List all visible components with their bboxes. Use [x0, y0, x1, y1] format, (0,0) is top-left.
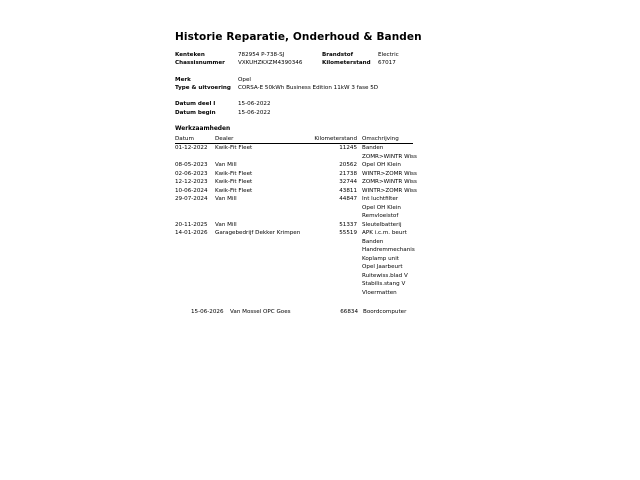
werkzaamheden-title: Werkzaamheden	[175, 126, 231, 132]
extra-datum: 15-06-2026	[191, 309, 224, 315]
merk-label: Merk	[175, 77, 191, 83]
row-omschrijving: ZOMR>WINTR Wiss	[362, 179, 417, 185]
row-kilometerstand: 20562	[339, 162, 357, 168]
row-dealer: Van Mill	[215, 221, 237, 228]
row-omschrijving: Opel OH Klein	[362, 162, 401, 168]
row-omschrijving: Ruitewiss.blad V	[362, 272, 408, 279]
datum-begin-label: Datum begin	[175, 110, 216, 116]
row-datum: 29-07-2024	[175, 196, 208, 202]
row-datum: 10-06-2024	[175, 187, 208, 194]
row-datum: 20-11-2025	[175, 221, 208, 228]
row-omschrijving: Int luchtfilter	[362, 196, 399, 202]
extra-omschrijving: Boordcomputer	[363, 309, 407, 315]
row-dealer: Kwik-Fit Fleet	[215, 170, 253, 177]
row-dealer: Van Mill	[215, 162, 237, 168]
row-kilometerstand: 51337	[339, 221, 357, 228]
row-kilometerstand: 55519	[339, 230, 357, 236]
row-omschrijving: APK i.c.m. beurt	[362, 230, 407, 236]
row-omschrijving: Vloermatten	[362, 289, 397, 296]
row-omschrijving: ZOMR>WINTR Wiss	[362, 153, 417, 160]
row-dealer: Kwik-Fit Fleet	[215, 187, 253, 194]
row-datum: 02-06-2023	[175, 170, 208, 177]
type-value: CORSA-E 50kWh Business Edition 11kW 3 fase 5D	[238, 85, 379, 91]
kenteken-value: 782954 P-738-SJ	[238, 52, 285, 58]
datum-deel-value: 15-06-2022	[238, 101, 271, 107]
row-omschrijving: WINTR>ZOMR Wiss	[362, 187, 417, 194]
row-datum: 01-12-2022	[175, 145, 208, 151]
brandstof-label: Brandstof	[322, 52, 354, 58]
row-kilometerstand: 21738	[339, 170, 357, 177]
brandstof-value: Electric	[378, 52, 399, 58]
row-datum: 14-01-2026	[175, 230, 208, 236]
row-omschrijving: Banden	[362, 145, 384, 151]
row-dealer: Kwik-Fit Fleet	[215, 145, 253, 151]
extra-km: 66834	[340, 309, 358, 315]
header-kilometerstand: Kilometerstand	[314, 136, 357, 142]
type-label: Type & uitvoering	[175, 85, 231, 91]
row-omschrijving: Stabilis.stang V	[362, 281, 406, 287]
kenteken-label: Kenteken	[175, 52, 205, 58]
header-dealer: Dealer	[215, 136, 234, 142]
row-omschrijving: Koplamp unit	[362, 255, 399, 262]
row-kilometerstand: 43811	[339, 187, 357, 194]
row-omschrijving: Sleutelbatterij	[362, 221, 402, 228]
datum-deel-label: Datum deel I	[175, 101, 216, 107]
row-dealer: Kwik-Fit Fleet	[215, 179, 253, 185]
row-kilometerstand: 44847	[339, 196, 357, 202]
row-kilometerstand: 11245	[339, 145, 357, 151]
row-omschrijving: Banden	[362, 238, 384, 245]
datum-begin-value: 15-06-2022	[238, 110, 271, 116]
row-omschrijving: WINTR>ZOMR Wiss	[362, 170, 417, 177]
header-rule	[175, 143, 413, 144]
page-title: Historie Reparatie, Onderhoud & Banden	[175, 31, 422, 43]
extra-dealer: Van Mossel OPC Goes	[230, 309, 291, 315]
row-omschrijving: Opel OH Klein	[362, 204, 401, 211]
row-dealer: Van Mill	[215, 196, 237, 202]
chassis-label: Chassisnummer	[175, 60, 225, 66]
chassis-value: VXKUHZKXZM4390346	[238, 60, 303, 66]
row-datum: 08-05-2023	[175, 162, 208, 168]
kilometerstand-label: Kilometerstand	[322, 60, 371, 66]
row-datum: 12-12-2023	[175, 179, 208, 185]
kilometerstand-value: 67017	[378, 60, 396, 66]
row-omschrijving: Opel Jaarbeurt	[362, 264, 403, 270]
header-omschrijving: Omschrijving	[362, 136, 399, 142]
row-dealer: Garagebedrijf Dekker Krimpen	[215, 230, 301, 236]
merk-value: Opel	[238, 77, 251, 83]
row-omschrijving: Remvloeistof	[362, 213, 399, 219]
header-datum: Datum	[175, 136, 194, 142]
row-kilometerstand: 32744	[339, 179, 357, 185]
row-omschrijving: Handremmechanis	[362, 247, 415, 253]
